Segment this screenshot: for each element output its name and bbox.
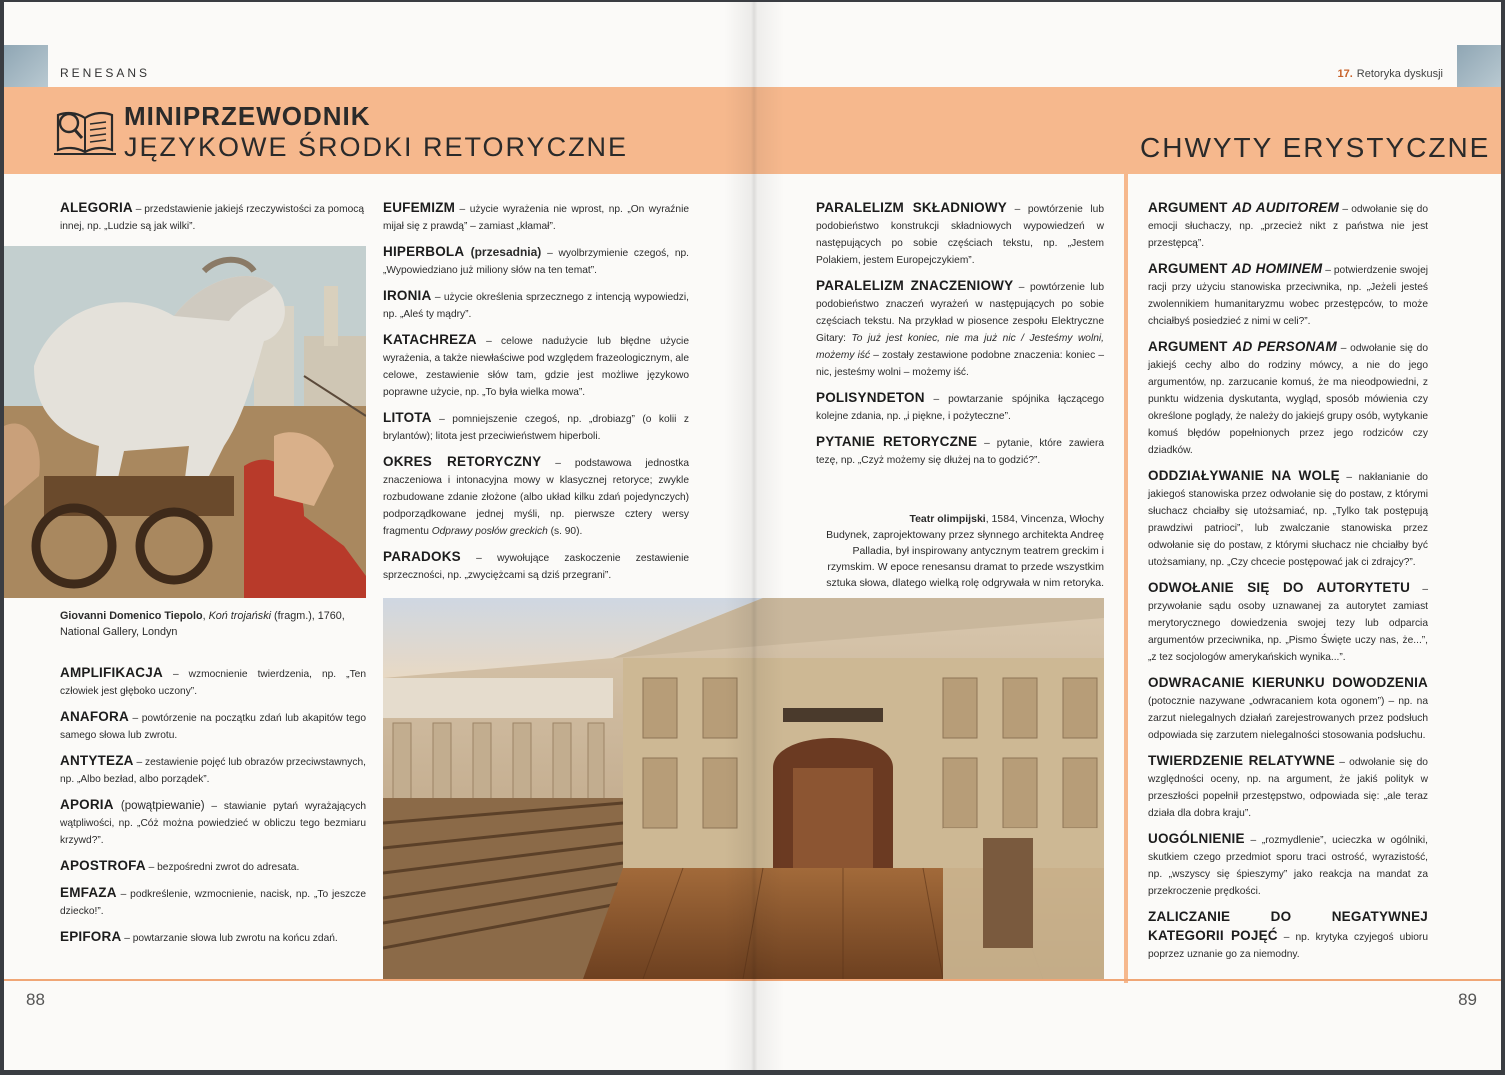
term xyxy=(1148,339,1337,354)
running-head-right xyxy=(1338,68,1444,80)
term xyxy=(1148,261,1322,276)
entry-antyteza xyxy=(60,752,366,788)
entry-apostrofa xyxy=(60,857,366,876)
entry-paralelizm-skladniowy xyxy=(816,199,1104,269)
definition: – podstawowa jednostka znaczeniowa i intonacyjna mowy w klasycznej retoryce; zwykle rozbudowane zdanie złożone (albo układ kilku zdań pojedynczych) podporządkowane jednej myśli, np. pierwsze cztery wersy fragmentu xyxy=(383,458,689,537)
entry-katachreza xyxy=(383,331,689,401)
definition: – powtarzanie spójnika łączącego kolejne zdania, np. „i piękne, i pożyteczne”. xyxy=(816,394,1104,422)
col1-bottom xyxy=(60,664,366,955)
term: EUFEMIZM xyxy=(383,200,456,215)
definition: – stawianie pytań wyrażających wątpliwości, np. „Cóż można powiedzieć w obliczu tego bezmiaru krzywd?”. xyxy=(60,801,367,846)
work-title: Odprawy posłów greckich xyxy=(431,526,548,537)
term-latin: AD AUDITOREM xyxy=(1231,200,1340,215)
caption-title: Teatr olimpijski xyxy=(909,513,986,525)
entry-polisyndeton xyxy=(816,389,1104,425)
term: HIPERBOLA xyxy=(383,244,465,259)
term: ODDZIAŁYWANIE NA WOLĘ xyxy=(1148,468,1340,483)
caption-theatre xyxy=(804,511,1104,591)
term: EPIFORA xyxy=(60,929,122,944)
entry-litota xyxy=(383,409,689,445)
term-extra: (przesadnia) xyxy=(464,245,542,259)
song-lyrics: To już jest koniec, nie ma już nic / Jesteśmy wolni, możemy iść xyxy=(816,333,1104,361)
chapter-title: Retoryka dyskusji xyxy=(1356,68,1443,80)
term: PARALELIZM ZNACZENIOWY xyxy=(816,278,1014,293)
term: PARADOKS xyxy=(383,549,461,564)
term: ALEGORIA xyxy=(60,200,133,215)
definition: – powtarzanie słowa lub zwrotu na końcu zdań. xyxy=(121,933,338,944)
caption-work-title: Koń trojański xyxy=(208,610,271,622)
entry-odwracanie-kierunku xyxy=(1148,674,1428,744)
definition: – np. krytyka czyjegoś ubioru poprzez uznanie go za niemodny. xyxy=(1148,932,1428,960)
title-chwyty: CHWYTY ERYSTYCZNE xyxy=(1140,132,1491,163)
bottom-rule xyxy=(4,979,1501,981)
definition: – nakłanianie do jakiegoś stanowiska przez odwołanie się do postaw, z którymi słuchacz chciałby się utożsamiać, np. „Tylko tak postępują prawdziwi patrioci”, lub zwalczanie stanowiska przez odwołanie się do postaw, z którymi słuchacz nie chciałby być utożsamiany, np. „Czy chcecie postępować jak ci zdrajcy?”. xyxy=(1148,472,1428,568)
entry-ad-hominem xyxy=(1148,260,1428,330)
entry-amplifikacja xyxy=(60,664,366,700)
definition: – celowe nadużycie lub błędne użycie wyrażenia, a także niewłaściwe pod względem frazeologicznym, ale celowe, zestawienie słów tam, gdzie jest możliwe językowo poprawne użycie, np. „To była wielka mowa”. xyxy=(383,336,689,398)
term: ANTYTEZA xyxy=(60,753,134,768)
col2 xyxy=(383,199,689,592)
title-srodki: JĘZYKOWE ŚRODKI RETORYCZNE xyxy=(124,132,629,162)
term: ZALICZANIE DO NEGATYWNEJ KATEGORII POJĘĆ xyxy=(1148,909,1428,943)
term-extra: (powątpiewanie) xyxy=(113,800,205,812)
term-latin: AD HOMINEM xyxy=(1231,261,1323,276)
term: APOSTROFA xyxy=(60,858,146,873)
term xyxy=(1148,200,1339,215)
book-spread xyxy=(4,2,1501,1070)
entry-epifora xyxy=(60,928,366,947)
term: EMFAZA xyxy=(60,885,117,900)
definition: – wywołujące zaskoczenie zestawienie sprzeczności, np. „zwyciężcami są dziś przegrani”. xyxy=(383,553,689,581)
caption-horse: Giovanni Domenico Tiepolo, Koń trojański (fragm.), 1760, National Gallery, Londyn xyxy=(60,610,345,638)
entry-hiperbola xyxy=(383,243,689,279)
definition: – powtórzenie lub podobieństwo znaczeń wyrażeń w następujących po sobie częściach tekstu. Na przykład w piosence zespołu Elektryczne Gitary: xyxy=(816,282,1105,344)
definition: – potwierdzenie swojej racji przy użyciu stanowiska przeciwnika, np. „Jeżeli jesteś zwolennikiem humanitaryzmu wobec przestępców, to może chciałbyś posiedzieć z nimi w celi?”. xyxy=(1148,265,1428,327)
definition: – odwołanie się do jakiejś cechy albo do rodziny mówcy, a nie do jego argumentów, np. zarzucanie komuś, że ma nieodpowiedni, z punktu widzenia dyskutanta, wygląd, sposób mówienia czy określone poglądy, że należy do jakiejś grupy osób, wytykanie komuś błędów popełnionych przez jego rodziców czy dziadków. xyxy=(1148,343,1428,456)
definition: – powtórzenie na początku zdań lub akapitów tego samego słowa lub zwrotu. xyxy=(60,713,366,741)
title-miniprzewodnik: MINIPRZEWODNIK xyxy=(124,101,371,131)
term: KATACHREZA xyxy=(383,332,477,347)
teatro-olimpico-photo xyxy=(383,598,1104,979)
entry-zaliczanie xyxy=(1148,908,1428,963)
caption-body: Budynek, zaprojektowany przez słynnego architekta Andreę Palladia, był inspirowany antycznym teatrem greckim i rzymskim. W epoce renesansu dramat to przede wszystkim sztuka słowa, dlatego wielką rolę odgrywała w nim retoryka. xyxy=(826,529,1104,589)
term: ODWRACANIE KIERUNKU DOWODZENIA xyxy=(1148,675,1428,690)
corner-tab-left xyxy=(4,45,48,87)
definition: – odwołanie się do emocji słuchaczy, np. „przecież nikt z państwa nie jest przestępcą”. xyxy=(1148,204,1428,249)
entry-aporia xyxy=(60,796,366,849)
definition: – zestawienie pojęć lub obrazów przeciwstawnych, np. „Albo bezład, albo porządek”. xyxy=(60,757,366,785)
entry-ironia xyxy=(383,287,689,323)
chapter-number: 17. xyxy=(1337,68,1353,80)
col3 xyxy=(816,199,1104,477)
term: UOGÓLNIENIE xyxy=(1148,831,1245,846)
term-base: ARGUMENT xyxy=(1148,261,1232,276)
trojan-horse-painting xyxy=(4,246,366,598)
definition: – odwołanie się do względności oceny, np. na argument, że jakiś polityk w przeszłości popełnił przestępstwo, odpowiada się: „ale teraz działa dla dobra kraju”. xyxy=(1148,757,1428,819)
caption-author: Giovanni Domenico Tiepolo xyxy=(60,610,203,622)
entry-okres-retoryczny xyxy=(383,453,689,540)
entry-uogolnienie xyxy=(1148,830,1428,900)
term: LITOTA xyxy=(383,410,432,425)
col4 xyxy=(1148,199,1428,971)
definition: – przedstawienie jakiejś rzeczywistości za pomocą innej, np. „Ludzie są jak wilki”. xyxy=(60,204,364,232)
definition: – przywołanie sądu osoby uznawanej za autorytet zamiast merytorycznego dowiedzenia swojej tezy lub odparcia argumentów przeciwnika, np. „Pismo Święte uczy nas, że...”, „z tez socjologów amerykańskich wynika...”. xyxy=(1148,584,1429,663)
col1-top xyxy=(60,199,364,243)
entry-pytanie-retoryczne xyxy=(816,433,1104,469)
definition-end: (s. 90). xyxy=(547,526,583,537)
page-number-right: 89 xyxy=(1458,990,1477,1009)
definition: – „rozmydlenie”, ucieczka w ogólniki, skutkiem czego przedmiot sporu traci ostrość, wyrazistość, np. „wszyscy się śpieszymy” jako reakcja na mandat za przekroczenie prędkości. xyxy=(1148,835,1428,897)
entry-oddzialywanie-na-wole xyxy=(1148,467,1428,571)
entry-ad-personam xyxy=(1148,338,1428,459)
term: PARALELIZM SKŁADNIOWY xyxy=(816,200,1007,215)
page-number-left: 88 xyxy=(26,990,45,1009)
caption-rest: (fragm.), 1760, National Gallery, Londyn xyxy=(60,610,345,638)
definition: – pytanie, które zawiera tezę, np. „Czyż możemy się dłużej na to godzić?”. xyxy=(816,438,1105,466)
entry-eufemizm xyxy=(383,199,689,235)
term: AMPLIFIKACJA xyxy=(60,665,163,680)
term: TWIERDZENIE RELATYWNE xyxy=(1148,753,1335,768)
definition: – użycie określenia sprzecznego z intencją wypowiedzi, np. „Aleś ty mądry”. xyxy=(383,292,689,320)
definition: – bezpośredni zwrot do adresata. xyxy=(145,862,300,873)
column-divider xyxy=(1124,87,1128,983)
definition-end: – zostały zestawione podobne znaczenia: koniec – nic, jesteśmy wolni – możemy iść. xyxy=(816,350,1104,378)
definition: – powtórzenie lub podobieństwo konstrukcji składniowych wypowiedzeń w następujących po sobie częściach tekstu, np. „Jestem Polakiem, jestem Europejczykiem”. xyxy=(816,204,1104,266)
term: ANAFORA xyxy=(60,709,129,724)
entry-emfaza xyxy=(60,884,366,920)
entry-paradoks xyxy=(383,548,689,584)
entry-twierdzenie-relatywne xyxy=(1148,752,1428,822)
term: ODWOŁANIE SIĘ DO AUTORYTETU xyxy=(1148,580,1411,595)
caption-line1: , 1584, Vincenza, Włochy xyxy=(985,513,1104,525)
term: IRONIA xyxy=(383,288,432,303)
definition: – pomniejszenie czegoś, np. „drobiazg” (o kolii z brylantów); litota jest przeciwieństwem hiperboli. xyxy=(383,414,689,442)
corner-tab-right xyxy=(1457,45,1501,87)
term: PYTANIE RETORYCZNE xyxy=(816,434,978,449)
term-base: ARGUMENT xyxy=(1148,200,1232,215)
definition: – użycie wyrażenia nie wprost, np. „On wyraźnie mijał się z prawdą” – zamiast „kłamał”. xyxy=(383,204,689,232)
entry-alegoria xyxy=(60,199,364,235)
term-latin: AD PERSONAM xyxy=(1232,339,1337,354)
term: OKRES RETORYCZNY xyxy=(383,454,542,469)
term-base: ARGUMENT xyxy=(1148,339,1233,354)
entry-ad-auditorem xyxy=(1148,199,1428,252)
entry-paralelizm-znaczeniowy xyxy=(816,277,1104,381)
book-magnifier-icon xyxy=(54,106,116,158)
entry-odwolanie-do-autorytetu xyxy=(1148,579,1428,666)
entry-anafora xyxy=(60,708,366,744)
definition: – wzmocnienie twierdzenia, np. „Ten człowiek jest głęboko uczony”. xyxy=(60,669,366,697)
term: POLISYNDETON xyxy=(816,390,925,405)
definition: (potocznie nazywane „odwracaniem kota ogonem”) – np. na zarzut nielegalnych działań zarejestrowanych przez podsłuch odpowiada się zarzutem nielegalności stosowania podsłuchu. xyxy=(1148,696,1428,741)
term: APORIA xyxy=(60,797,114,812)
definition: – podkreślenie, wzmocnienie, nacisk, np. „To jeszcze dziecko!”. xyxy=(60,889,366,917)
definition: – wyolbrzymienie czegoś, np. „Wypowiedziano już miliony słów na ten temat”. xyxy=(383,248,689,276)
running-head-left: RENESANS xyxy=(60,66,151,80)
